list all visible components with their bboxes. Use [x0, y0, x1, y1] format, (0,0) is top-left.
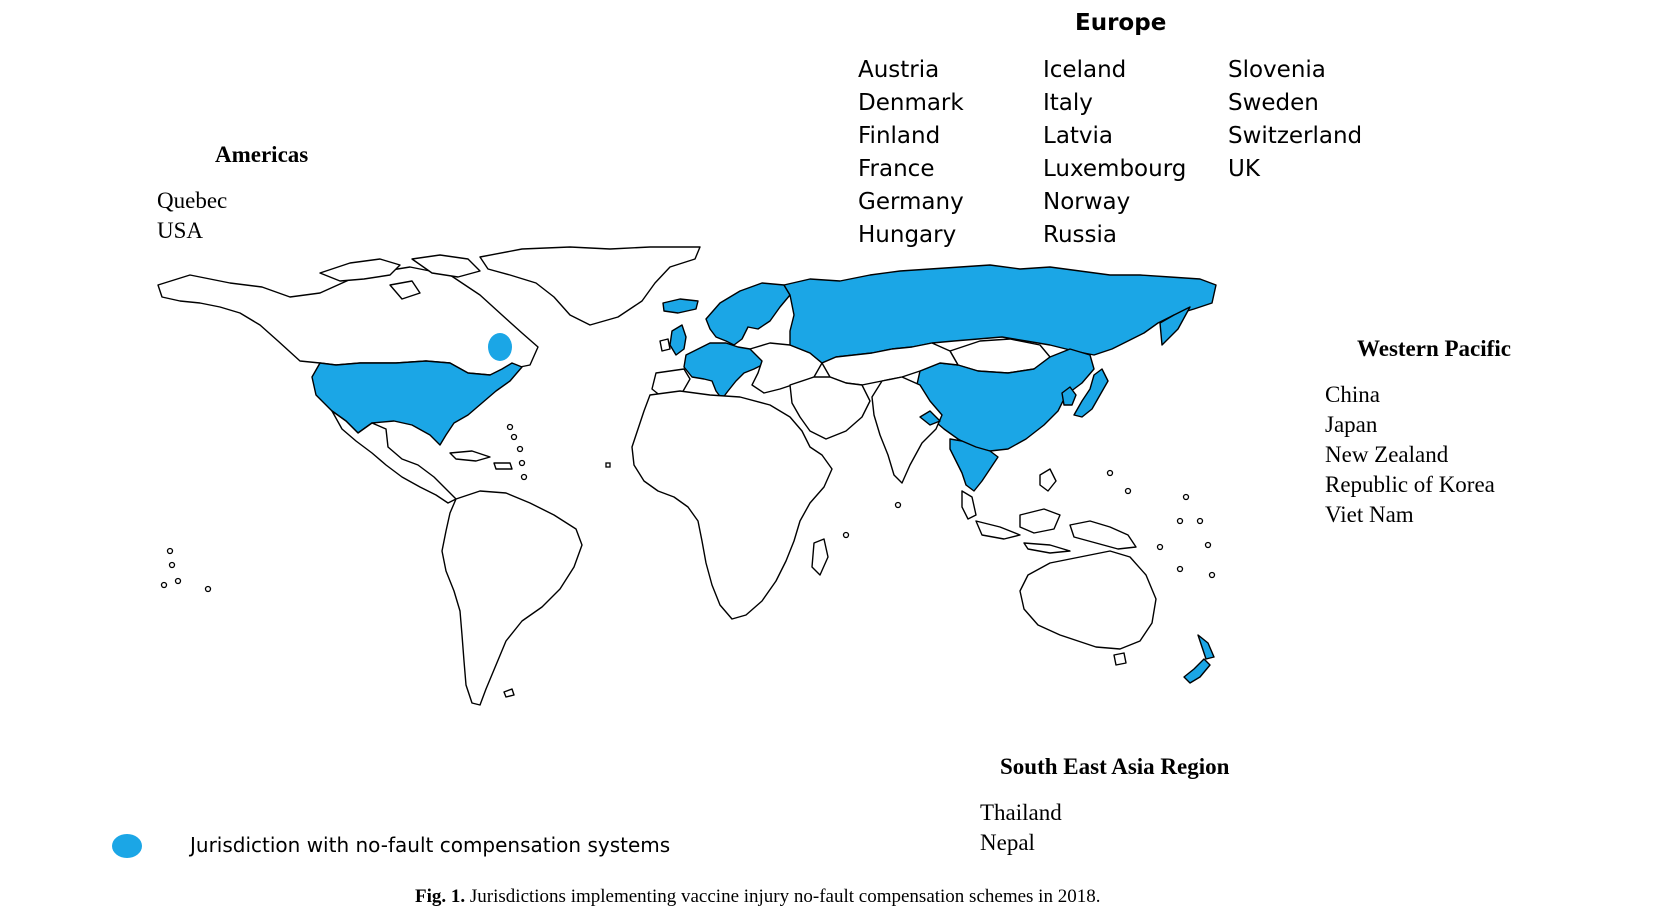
europe-list-col1 [858, 54, 964, 252]
south-east-asia-item: Nepal [980, 830, 1035, 855]
americas-title: Americas [215, 142, 309, 167]
caption-text: Jurisdictions implementing vaccine injury no-fault compensation schemes in 2018. [469, 886, 1101, 907]
europe-list-col2 [1043, 54, 1186, 252]
figure-caption [415, 886, 1100, 908]
quebec-marker [488, 333, 512, 361]
europe-country: Norway [1043, 189, 1131, 215]
legend-label: Jurisdiction with no-fault compensation systems [190, 833, 671, 857]
south-east-asia-title: South East Asia Region [1000, 754, 1230, 779]
north-america-landmass [158, 267, 538, 375]
europe-country: Iceland [1043, 57, 1127, 83]
europe-country: Italy [1043, 90, 1093, 116]
western-pacific-item: Republic of Korea [1325, 472, 1495, 497]
europe-title: Europe [1075, 10, 1167, 36]
europe-country: Austria [858, 57, 940, 83]
americas-item: USA [157, 218, 204, 243]
caption-prefix: Fig. 1. [415, 886, 466, 907]
western-pacific-title: Western Pacific [1357, 336, 1511, 361]
south-east-asia-list [980, 798, 1062, 858]
americas-list [157, 186, 227, 246]
europe-country: Slovenia [1228, 57, 1326, 83]
ireland [660, 339, 670, 351]
europe-country: Germany [858, 189, 964, 215]
europe-country: Russia [1043, 222, 1117, 248]
australia [1020, 551, 1156, 649]
europe-country: Sweden [1228, 90, 1319, 116]
new-zealand [1198, 635, 1214, 659]
western-pacific-list [1325, 380, 1495, 530]
europe-country: Latvia [1043, 123, 1114, 149]
europe-country: Switzerland [1228, 123, 1363, 149]
western-pacific-item: China [1325, 382, 1380, 407]
scandinavia [706, 283, 790, 345]
europe-country: France [858, 156, 935, 182]
europe-list-col3 [1228, 54, 1362, 186]
western-pacific-item: Viet Nam [1325, 502, 1414, 527]
legend-swatch [112, 834, 142, 858]
europe-country: Luxembourg [1043, 156, 1187, 182]
europe-country: Hungary [858, 222, 957, 248]
malay-peninsula [962, 491, 976, 519]
americas-item: Quebec [157, 188, 228, 213]
south-east-asia-item: Thailand [980, 800, 1062, 825]
europe-country: Finland [858, 123, 941, 149]
western-pacific-item: Japan [1325, 412, 1378, 437]
europe-country: UK [1228, 156, 1260, 182]
united-kingdom [670, 325, 686, 355]
europe-country: Denmark [858, 90, 964, 116]
western-pacific-item: New Zealand [1325, 442, 1449, 467]
iceland [663, 299, 698, 313]
greenland [480, 247, 700, 325]
world-map [150, 245, 1330, 765]
middle-east [790, 377, 870, 439]
south-america [442, 491, 582, 705]
africa [632, 391, 832, 619]
madagascar [812, 539, 828, 575]
